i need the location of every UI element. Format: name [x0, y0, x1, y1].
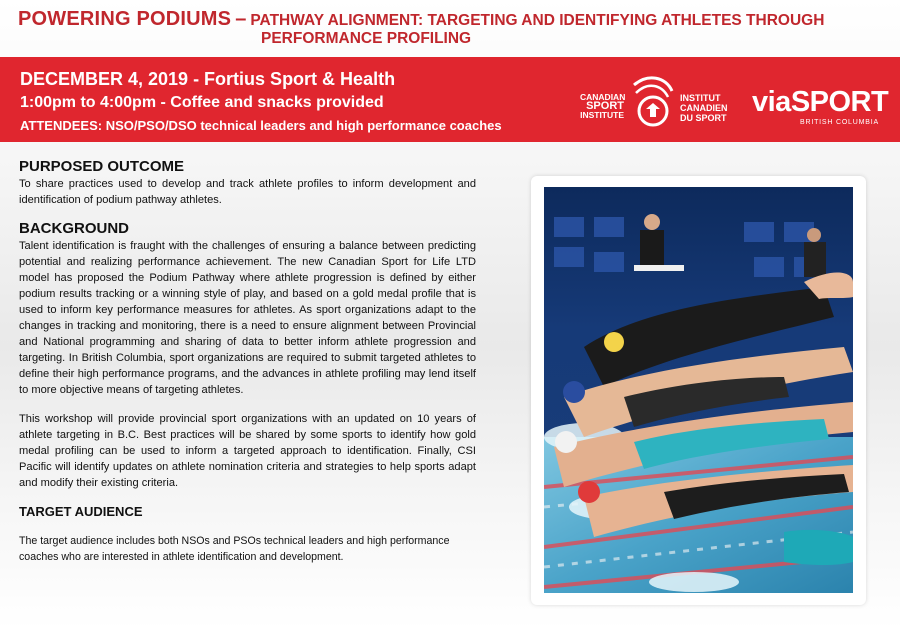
background-text: Talent identification is fraught with the challenges of ensuring a balance between predicting potential and realizing performance achievement. The new Canadian Sport for Life LTD model has proposed the Podium Pathway where athlete progression is defined by either podium results tracking or a winning style of play, and based on a gold medal profile that is used to inform key performance measures for athletes. As sport organizations adapt to the changes in tracking and monitoring, there is a need to ensure alignment between Provincial and National programming and sharing of data to better inform athlete progression and targeting. In British Columbia, sport organizations are required to submit targeted athletes to define their high performance programs, and the advances in athlete profiling may lend itself to more objective means of targeting athletes.	[19, 240, 476, 396]
csi-en-line2: SPORT	[586, 100, 624, 112]
csi-en-line3: INSTITUTE	[580, 110, 624, 120]
viasport-wordmark: viaSPORT	[752, 86, 889, 118]
outcome-text: To share practices used to develop and track athlete profiles to inform development and identification of podium pathway athletes.	[19, 178, 476, 206]
title-dash: –	[235, 8, 247, 30]
photo-card	[531, 176, 866, 605]
swimmers-photo	[544, 187, 853, 593]
event-date-location: DECEMBER 4, 2019 - Fortius Sport & Health	[20, 69, 396, 89]
title-main: POWERING PODIUMS	[18, 8, 232, 30]
title-subtitle-line2: PERFORMANCE PROFILING	[261, 30, 472, 47]
csi-fr-line1: INSTITUT	[680, 93, 721, 103]
audience-heading: TARGET AUDIENCE	[19, 504, 143, 519]
swimmers-photo-illustration	[544, 187, 853, 593]
csi-fr-line2: CANADIEN	[680, 103, 728, 113]
audience-text: The target audience includes both NSOs and PSOs technical leaders and high performance coaches who are interested in athlete identification and development.	[19, 535, 450, 563]
title-subtitle-line1: PATHWAY ALIGNMENT: TARGETING AND IDENTIFYING ATHLETES THROUGH	[250, 12, 825, 29]
csi-logo-french	[680, 93, 728, 123]
event-attendees: ATTENDEES: NSO/PSO/DSO technical leaders and high performance coaches	[20, 118, 502, 133]
event-time: 1:00pm to 4:00pm - Coffee and snacks provided	[20, 94, 384, 111]
main-content	[19, 158, 476, 565]
csi-logo	[580, 69, 730, 131]
workshop-text: This workshop will provide provincial sport organizations with an updated on 10 years of athlete targeting in B.C. Best practices will be shared by some sports to identify how gold medal profiling can be used to inform a targeted approach to identification. Finally, CSI Pacific will identify updates on athlete nomination criteria and strategies to help sports adapt and modify their existing criteria.	[19, 413, 476, 489]
csi-fr-line3: DU SPORT	[680, 113, 727, 123]
csi-en-line1: CANADIAN	[580, 92, 626, 102]
csi-swoosh-icon	[626, 71, 680, 131]
viasport-logo	[752, 86, 889, 126]
viasport-subtitle: BRITISH COLUMBIA	[800, 119, 879, 126]
event-banner	[0, 57, 900, 142]
csi-logo-english	[580, 93, 624, 120]
outcome-heading: PURPOSED OUTCOME	[19, 158, 185, 175]
page-title	[18, 8, 888, 47]
background-heading: BACKGROUND	[19, 220, 129, 237]
